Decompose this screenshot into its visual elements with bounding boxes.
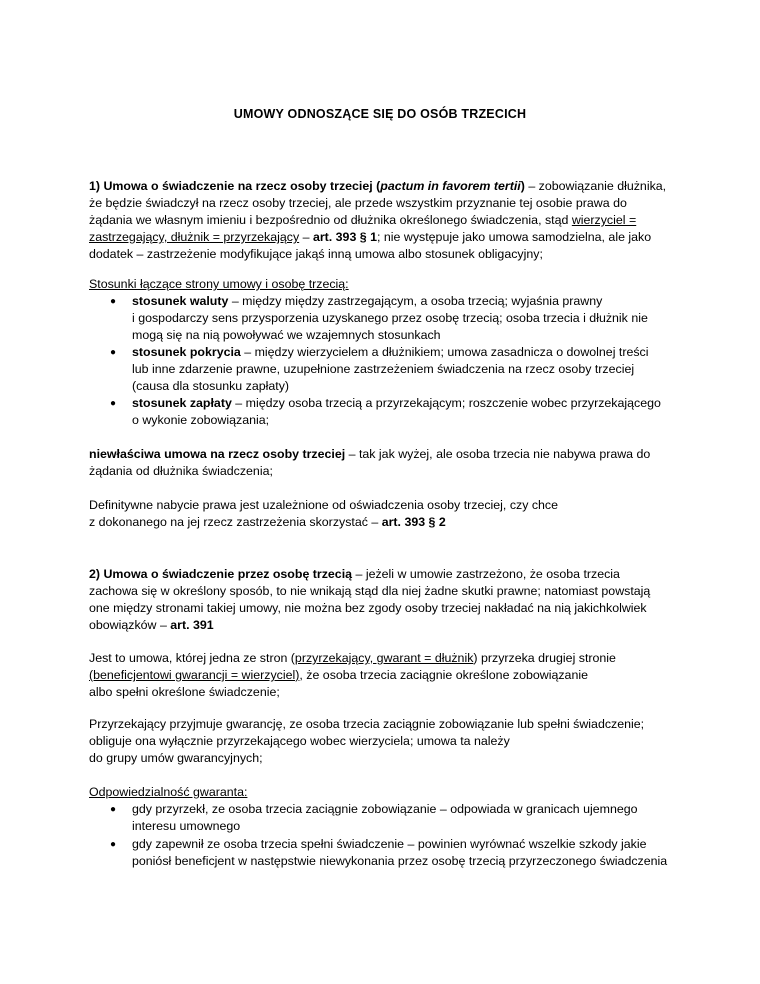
text-line: mogą się na nią powoływać we wzajemnych stosunkach <box>132 328 441 342</box>
underlined-text: (beneficjentowi gwarancji = wierzyciel) <box>89 668 300 682</box>
article-ref: art. 393 § 2 <box>381 515 446 529</box>
text-line: dodatek – zastrzeżenie modyfikujące jakąś inną umowa albo stosunek obligacyjny; <box>89 247 543 261</box>
list-item-term: stosunek pokrycia <box>132 345 241 359</box>
list-item <box>110 293 692 344</box>
bullet-icon: ● <box>110 398 117 409</box>
section-2-heading: 2) Umowa o świadczenie przez osobę trzecią <box>89 567 353 581</box>
section-2-paragraph <box>89 566 689 634</box>
text-span: , że osoba trzecia zaciągnie określone zobowiązanie <box>299 668 588 682</box>
section-1-heading: 1) Umowa o świadczenie na rzecz osoby trzeciej ( <box>89 179 381 193</box>
text-line: i gospodarczy sens przysporzenia uzyskanego przez osobę trzecią; osoba trzecia i dłużnik nie <box>132 311 648 325</box>
bullet-icon: ● <box>110 347 117 358</box>
text-span: – tak jak wyżej, ale osoba trzecia nie nabywa prawa do <box>345 447 651 461</box>
text-line: lub inne zdarzenie prawne, uzupełnione zastrzeżeniem świadczenia na rzecz osoby trzeciej <box>132 362 635 376</box>
relations-heading-block <box>89 276 689 293</box>
text-line: albo spełni określone świadczenie; <box>89 685 280 699</box>
text-line: (causa dla stosunku zapłaty) <box>132 379 290 393</box>
text-line: do grupy umów gwarancyjnych; <box>89 751 263 765</box>
text-line: żądania od dłużnika świadczenia; <box>89 464 273 478</box>
document-title: UMOWY ODNOSZĄCE SIĘ DO OSÓB TRZECICH <box>233 107 527 121</box>
text-span: Jest to umowa, której jedna ze stron ( <box>89 651 295 665</box>
text-span: z dokonanego na jej rzecz zastrzeżenia skorzystać – <box>89 515 382 529</box>
bullet-icon: ● <box>110 839 117 850</box>
text-line: gdy zapewnił ze osoba trzecia spełni świadczenie – powinien wyrównać wszelkie szkody jakie <box>132 837 647 851</box>
text-line: o wykonie zobowiązania; <box>132 413 270 427</box>
contract-paragraph <box>89 650 689 701</box>
text-span: ; nie występuje jako umowa samodzielna, ale jako <box>377 230 652 244</box>
liability-heading: Odpowiedzialność gwaranta: <box>89 785 248 799</box>
list-item-term: stosunek waluty <box>132 294 229 308</box>
list-item <box>110 836 692 870</box>
definitive-paragraph <box>89 497 689 531</box>
underlined-text: zastrzegający, dłużnik = przyrzekający <box>89 230 300 244</box>
text-line: że będzie świadczył na rzecz osoby trzeciej, ale przede wszystkim przyznanie tej osobie prawa do <box>89 196 627 210</box>
list-item <box>110 395 692 429</box>
text-line: obliguje ona wyłącznie przyrzekającego wobec wierzyciela; umowa ta należy <box>89 734 510 748</box>
text-span: – między osoba trzecią a przyrzekającym; roszczenie wobec przyrzekającego <box>231 396 661 410</box>
liability-heading-block <box>89 784 689 801</box>
relations-heading: Stosunki łączące strony umowy i osobę trzecią: <box>89 277 349 291</box>
text-line: one między stronami takiej umowy, nie można bez zgody osoby trzeciej nakładać na nią jakichkolwiek <box>89 601 647 615</box>
list-item-term: stosunek zapłaty <box>132 396 232 410</box>
text-span: – <box>299 230 313 244</box>
text-line: interesu umownego <box>132 819 241 833</box>
underlined-text: przyrzekający, gwarant = dłużnik <box>294 651 474 665</box>
text-span: żądania we własnym imieniu i bezpośrednio od dłużnika określonego świadczenia, stąd <box>89 213 572 227</box>
text-line: gdy przyrzekł, ze osoba trzecia zaciągnie zobowiązanie – odpowiada w granicach ujemnego <box>132 802 638 816</box>
text-span: – między wierzycielem a dłużnikiem; umowa zasadnicza o dowolnej treści <box>240 345 649 359</box>
improper-contract-term: niewłaściwa umowa na rzecz osoby trzeciej <box>89 447 346 461</box>
guarantee-paragraph <box>89 716 689 767</box>
text-span: ) przyrzeka drugiej stronie <box>473 651 616 665</box>
text-span: – jeżeli w umowie zastrzeżono, że osoba trzecia <box>352 567 620 581</box>
text-span: – między między zastrzegającym, a osoba trzecią; wyjaśnia prawny <box>228 294 603 308</box>
bullet-icon: ● <box>110 296 117 307</box>
list-item <box>110 801 692 835</box>
text-span: obowiązków – <box>89 618 171 632</box>
underlined-text: wierzyciel = <box>571 213 637 227</box>
article-ref: art. 393 § 1 <box>312 230 378 244</box>
list-item <box>110 344 692 395</box>
improper-contract-paragraph <box>89 446 689 480</box>
text-line: Przyrzekający przyjmuje gwarancję, ze osoba trzecia zaciągnie zobowiązanie lub spełni świadczenie; <box>89 717 645 731</box>
latin-term: pactum in favorem tertii <box>380 179 521 193</box>
text-line: poniósł beneficjent w następstwie niewykonania przez osobę trzecią przyrzeczonego świadczenia <box>132 854 668 868</box>
bullet-icon: ● <box>110 804 117 815</box>
article-ref: art. 391 <box>170 618 214 632</box>
text-span: – zobowiązanie dłużnika, <box>524 179 667 193</box>
section-1-heading-close: ) <box>520 179 525 193</box>
text-line: zachowa się w określony sposób, to nie wnikają stąd dla niej żadne skutki prawne; natomiast powstają <box>89 584 651 598</box>
section-1-paragraph <box>89 178 689 263</box>
text-line: Definitywne nabycie prawa jest uzależnione od oświadczenia osoby trzeciej, czy chce <box>89 498 559 512</box>
